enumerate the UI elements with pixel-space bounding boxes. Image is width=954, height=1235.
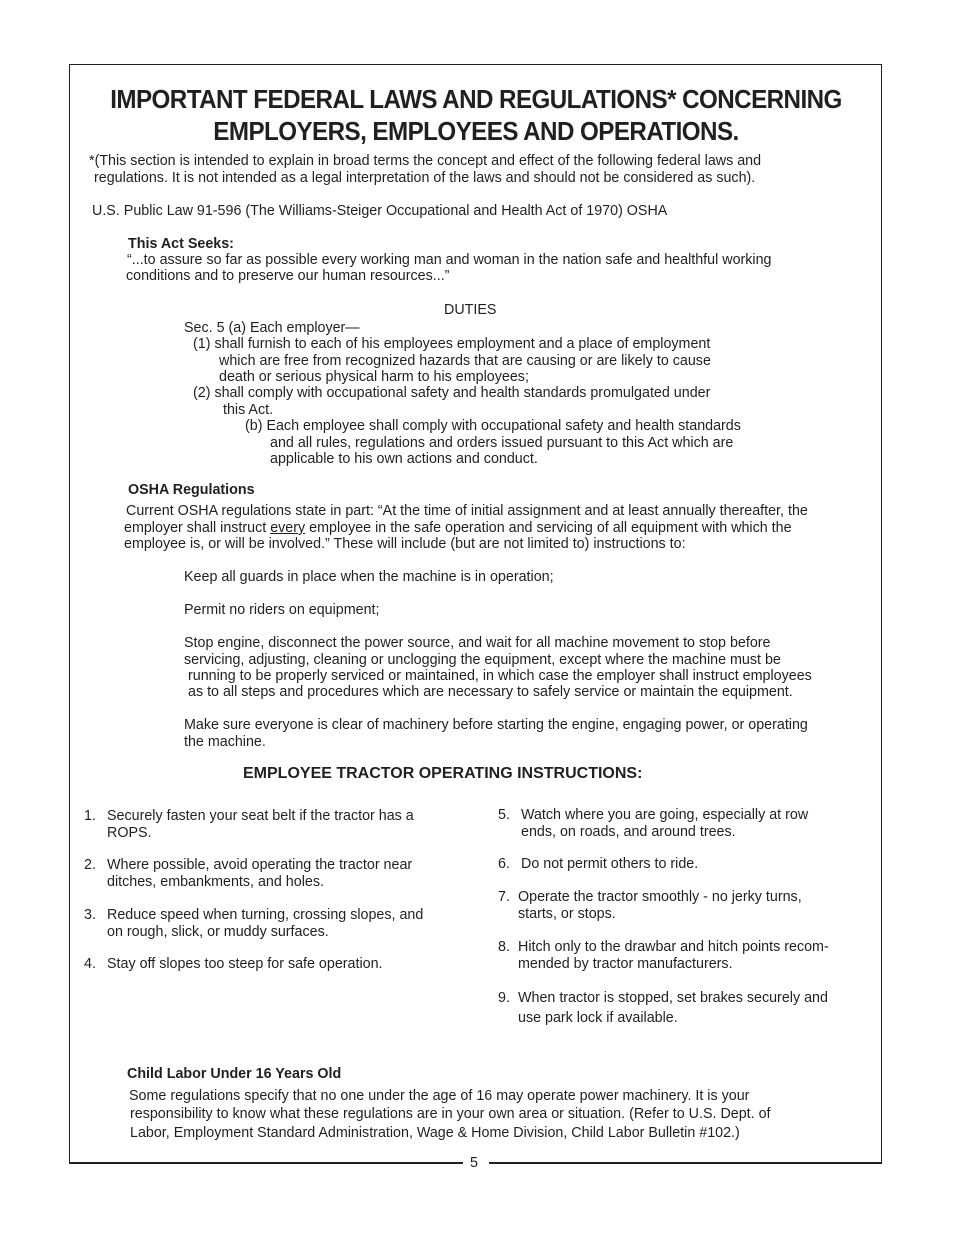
duties-line: Sec. 5 (a) Each employer— bbox=[184, 320, 360, 336]
duties-line: this Act. bbox=[223, 402, 274, 418]
duties-line: and all rules, regulations and orders issued pursuant to this Act which are bbox=[270, 435, 734, 451]
instruction-clear-line: the machine. bbox=[184, 734, 266, 750]
child-labor-heading: Child Labor Under 16 Years Old bbox=[127, 1066, 342, 1082]
duties-line: (b) Each employee shall comply with occupational safety and health standards bbox=[245, 418, 741, 434]
act-seeks-heading: This Act Seeks: bbox=[128, 236, 234, 252]
child-labor-line-3: Labor, Employment Standard Administration, Wage & Home Division, Child Labor Bulletin #102.) bbox=[130, 1125, 740, 1141]
disclaimer-line-1: *(This section is intended to explain in broad terms the concept and effect of the following federal laws and bbox=[89, 153, 762, 169]
disclaimer-line-2: regulations. It is not intended as a legal interpretation of the laws and should not be considered as such). bbox=[94, 170, 756, 186]
child-labor-line-2: responsibility to know what these regulations are in your own area or situation. (Refer to U.S. Dept. of bbox=[130, 1106, 771, 1122]
tractor-item-8: 8. Hitch only to the drawbar and hitch points recom- mended by tractor manufacturers. bbox=[498, 939, 829, 972]
duties-heading: DUTIES bbox=[444, 302, 497, 318]
tractor-item-2: 2. Where possible, avoid operating the tractor near ditches, embankments, and holes. bbox=[84, 857, 413, 890]
osha-line-3: employee is, or will be involved.” These will include (but are not limited to) instructions to: bbox=[124, 536, 686, 552]
tractor-item-7: 7. Operate the tractor smoothly - no jerky turns, starts, or stops. bbox=[498, 889, 802, 922]
tractor-heading: EMPLOYEE TRACTOR OPERATING INSTRUCTIONS: bbox=[243, 765, 643, 782]
public-law: U.S. Public Law 91-596 (The Williams-Steiger Occupational and Health Act of 1970) OSHA bbox=[92, 203, 668, 219]
tractor-item-4: 4. Stay off slopes too steep for safe operation. bbox=[84, 956, 383, 972]
tractor-item-3: 3. Reduce speed when turning, crossing slopes, and on rough, slick, or muddy surfaces. bbox=[84, 907, 424, 940]
duties-line: (2) shall comply with occupational safety and health standards promulgated under bbox=[193, 385, 711, 401]
act-seeks-line-2: conditions and to preserve our human resources...” bbox=[126, 268, 450, 284]
tractor-item-5: 5. Watch where you are going, especially at row ends, on roads, and around trees. bbox=[498, 807, 809, 840]
osha-line-2: employer shall instruct every employee in the safe operation and servicing of all equipment with which the bbox=[124, 520, 792, 536]
page-title-line-2: EMPLOYERS, EMPLOYEES AND OPERATIONS. bbox=[213, 116, 739, 146]
instruction-stop-line: running to be properly serviced or maintained, in which case the employer shall instruct employees bbox=[188, 668, 812, 684]
duties-line: (1) shall furnish to each of his employees employment and a place of employment bbox=[193, 336, 711, 352]
instruction-clear-line: Make sure everyone is clear of machinery before starting the engine, engaging power, or operating bbox=[184, 717, 808, 733]
instruction-riders: Permit no riders on equipment; bbox=[184, 602, 380, 618]
tractor-item-6: 6. Do not permit others to ride. bbox=[498, 856, 699, 872]
duties-line: applicable to his own actions and conduct. bbox=[270, 451, 538, 467]
duties-line: death or serious physical harm to his employees; bbox=[219, 369, 529, 385]
footer-rule-left bbox=[69, 1162, 463, 1164]
child-labor-line-1: Some regulations specify that no one under the age of 16 may operate power machinery. It is your bbox=[129, 1088, 750, 1104]
instruction-stop-line: as to all steps and procedures which are necessary to safely service or maintain the equipment. bbox=[188, 684, 793, 700]
instruction-guards: Keep all guards in place when the machine is in operation; bbox=[184, 569, 554, 585]
instruction-stop-line: servicing, adjusting, cleaning or unclogging the equipment, except where the machine must be bbox=[184, 652, 781, 668]
duties-line: which are free from recognized hazards that are causing or are likely to cause bbox=[219, 353, 711, 369]
osha-line-1: Current OSHA regulations state in part: “At the time of initial assignment and at least annually thereafter, the bbox=[126, 503, 808, 519]
tractor-item-1: 1. Securely fasten your seat belt if the tractor has a ROPS. bbox=[84, 808, 414, 841]
page-title-line-1: IMPORTANT FEDERAL LAWS AND REGULATIONS* CONCERNING bbox=[110, 84, 842, 114]
instruction-stop-line: Stop engine, disconnect the power source, and wait for all machine movement to stop before bbox=[184, 635, 771, 651]
every-underlined: every bbox=[270, 520, 306, 536]
act-seeks-line-1: “...to assure so far as possible every working man and woman in the nation safe and healthful working bbox=[127, 252, 772, 268]
osha-heading: OSHA Regulations bbox=[128, 482, 255, 498]
page-number: 5 bbox=[470, 1155, 478, 1171]
tractor-item-9: 9. When tractor is stopped, set brakes securely and use park lock if available. bbox=[498, 990, 828, 1026]
footer-rule-right bbox=[489, 1162, 882, 1164]
